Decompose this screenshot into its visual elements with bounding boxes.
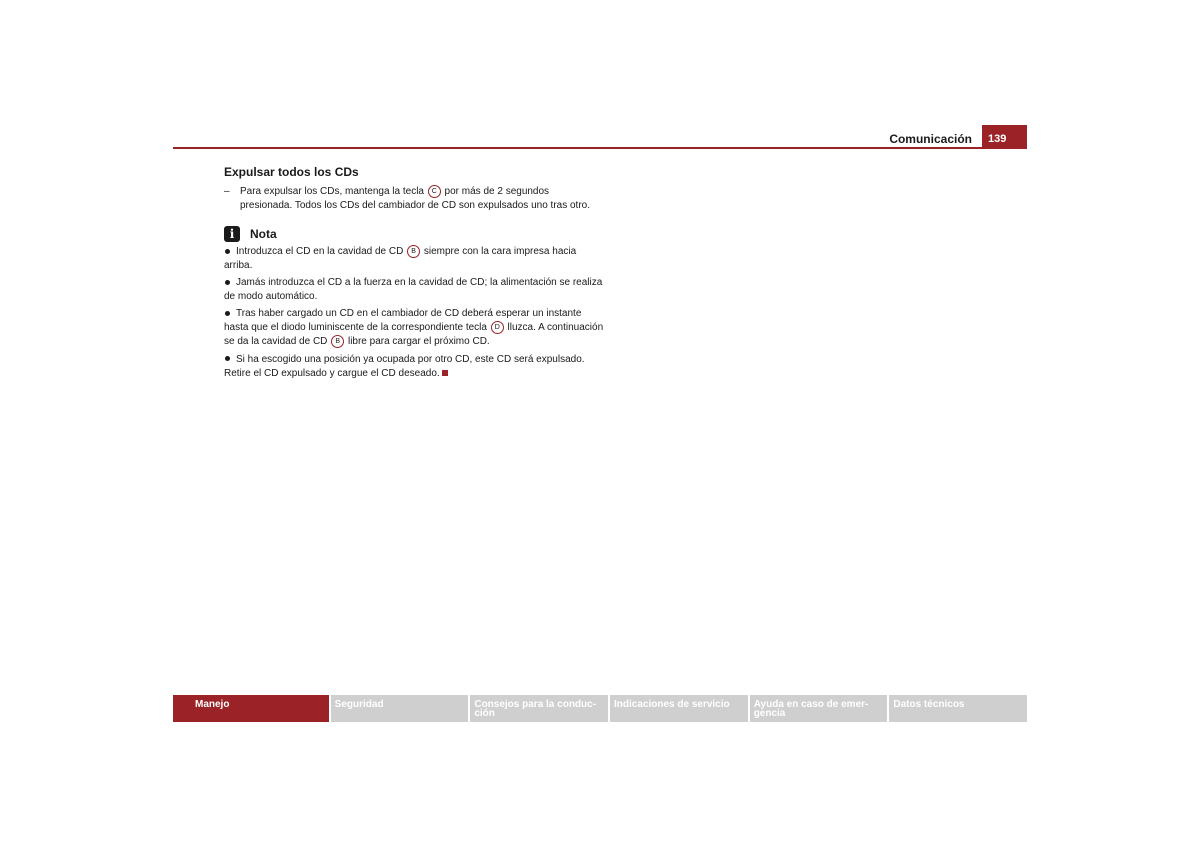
info-icon: i bbox=[224, 226, 240, 242]
key-d-icon: D bbox=[491, 321, 504, 334]
nav-tab-consejos[interactable] bbox=[470, 695, 608, 722]
nav-tab-datos[interactable]: Datos técnicos bbox=[889, 695, 1027, 722]
key-b-icon: B bbox=[331, 335, 344, 348]
bullet-icon bbox=[225, 280, 230, 285]
end-of-section-icon bbox=[442, 370, 448, 376]
bullet-text: Introduzca el CD en la cavidad de CD bbox=[236, 246, 404, 258]
nav-tab-indicaciones[interactable]: Indicaciones de servicio bbox=[610, 695, 748, 722]
bullet-text: libre para cargar el próximo CD. bbox=[347, 336, 490, 348]
nav-tab-ayuda[interactable] bbox=[750, 695, 888, 722]
section-heading: Expulsar todos los CDs bbox=[224, 165, 359, 179]
nav-tab-label: Consejos para la conduc- ción bbox=[474, 699, 597, 719]
note-title: Nota bbox=[250, 227, 277, 242]
nav-tab-manejo[interactable]: Manejo bbox=[173, 695, 329, 722]
bullet-text: siempre con la cara impresa hacia arriba. bbox=[224, 246, 577, 272]
footer-nav bbox=[173, 695, 1027, 722]
note-bullet bbox=[224, 245, 604, 273]
bullet-text: Tras haber cargado un CD en el cambiador de CD deberá esperar un instante hasta que el diodo luminiscente de la correspondiente tecla bbox=[224, 308, 582, 334]
step-dash: – bbox=[224, 186, 230, 197]
page-content bbox=[224, 165, 604, 384]
header-rule bbox=[173, 147, 1027, 149]
bullet-text: lluzca. A continuación se da la cavidad de CD bbox=[224, 322, 604, 348]
bullet-icon bbox=[225, 249, 230, 254]
chapter-title: Comunicación bbox=[889, 132, 972, 146]
key-c-icon: C bbox=[428, 185, 441, 198]
page-number: 139 bbox=[982, 125, 1027, 149]
note-bullet bbox=[224, 307, 604, 349]
key-b-icon: B bbox=[407, 245, 420, 258]
step-text bbox=[240, 185, 604, 213]
bullet-text: Jamás introduzca el CD a la fuerza en la cavidad de CD; la alimentación se realiza de modo automático. bbox=[224, 277, 603, 303]
step-text-before: Para expulsar los CDs, mantenga la tecla bbox=[240, 186, 424, 198]
bullet-icon bbox=[225, 356, 230, 361]
step-text-after: por más de 2 segundos presionada. Todos los CDs del cambiador de CD son expulsados uno tras otro. bbox=[240, 186, 591, 212]
note-header bbox=[224, 226, 604, 242]
nav-tab-seguridad[interactable]: Seguridad bbox=[331, 695, 469, 722]
bullet-icon bbox=[225, 311, 230, 316]
bullet-text: Si ha escogido una posición ya ocupada por otro CD, este CD será expulsado. Retire el CD expulsado y cargue el CD deseado. bbox=[224, 353, 585, 379]
note-bullet bbox=[224, 353, 604, 381]
nav-tab-label: Ayuda en caso de emer- gencia bbox=[753, 699, 869, 719]
note-bullet bbox=[224, 276, 604, 304]
instruction-step bbox=[224, 185, 604, 213]
